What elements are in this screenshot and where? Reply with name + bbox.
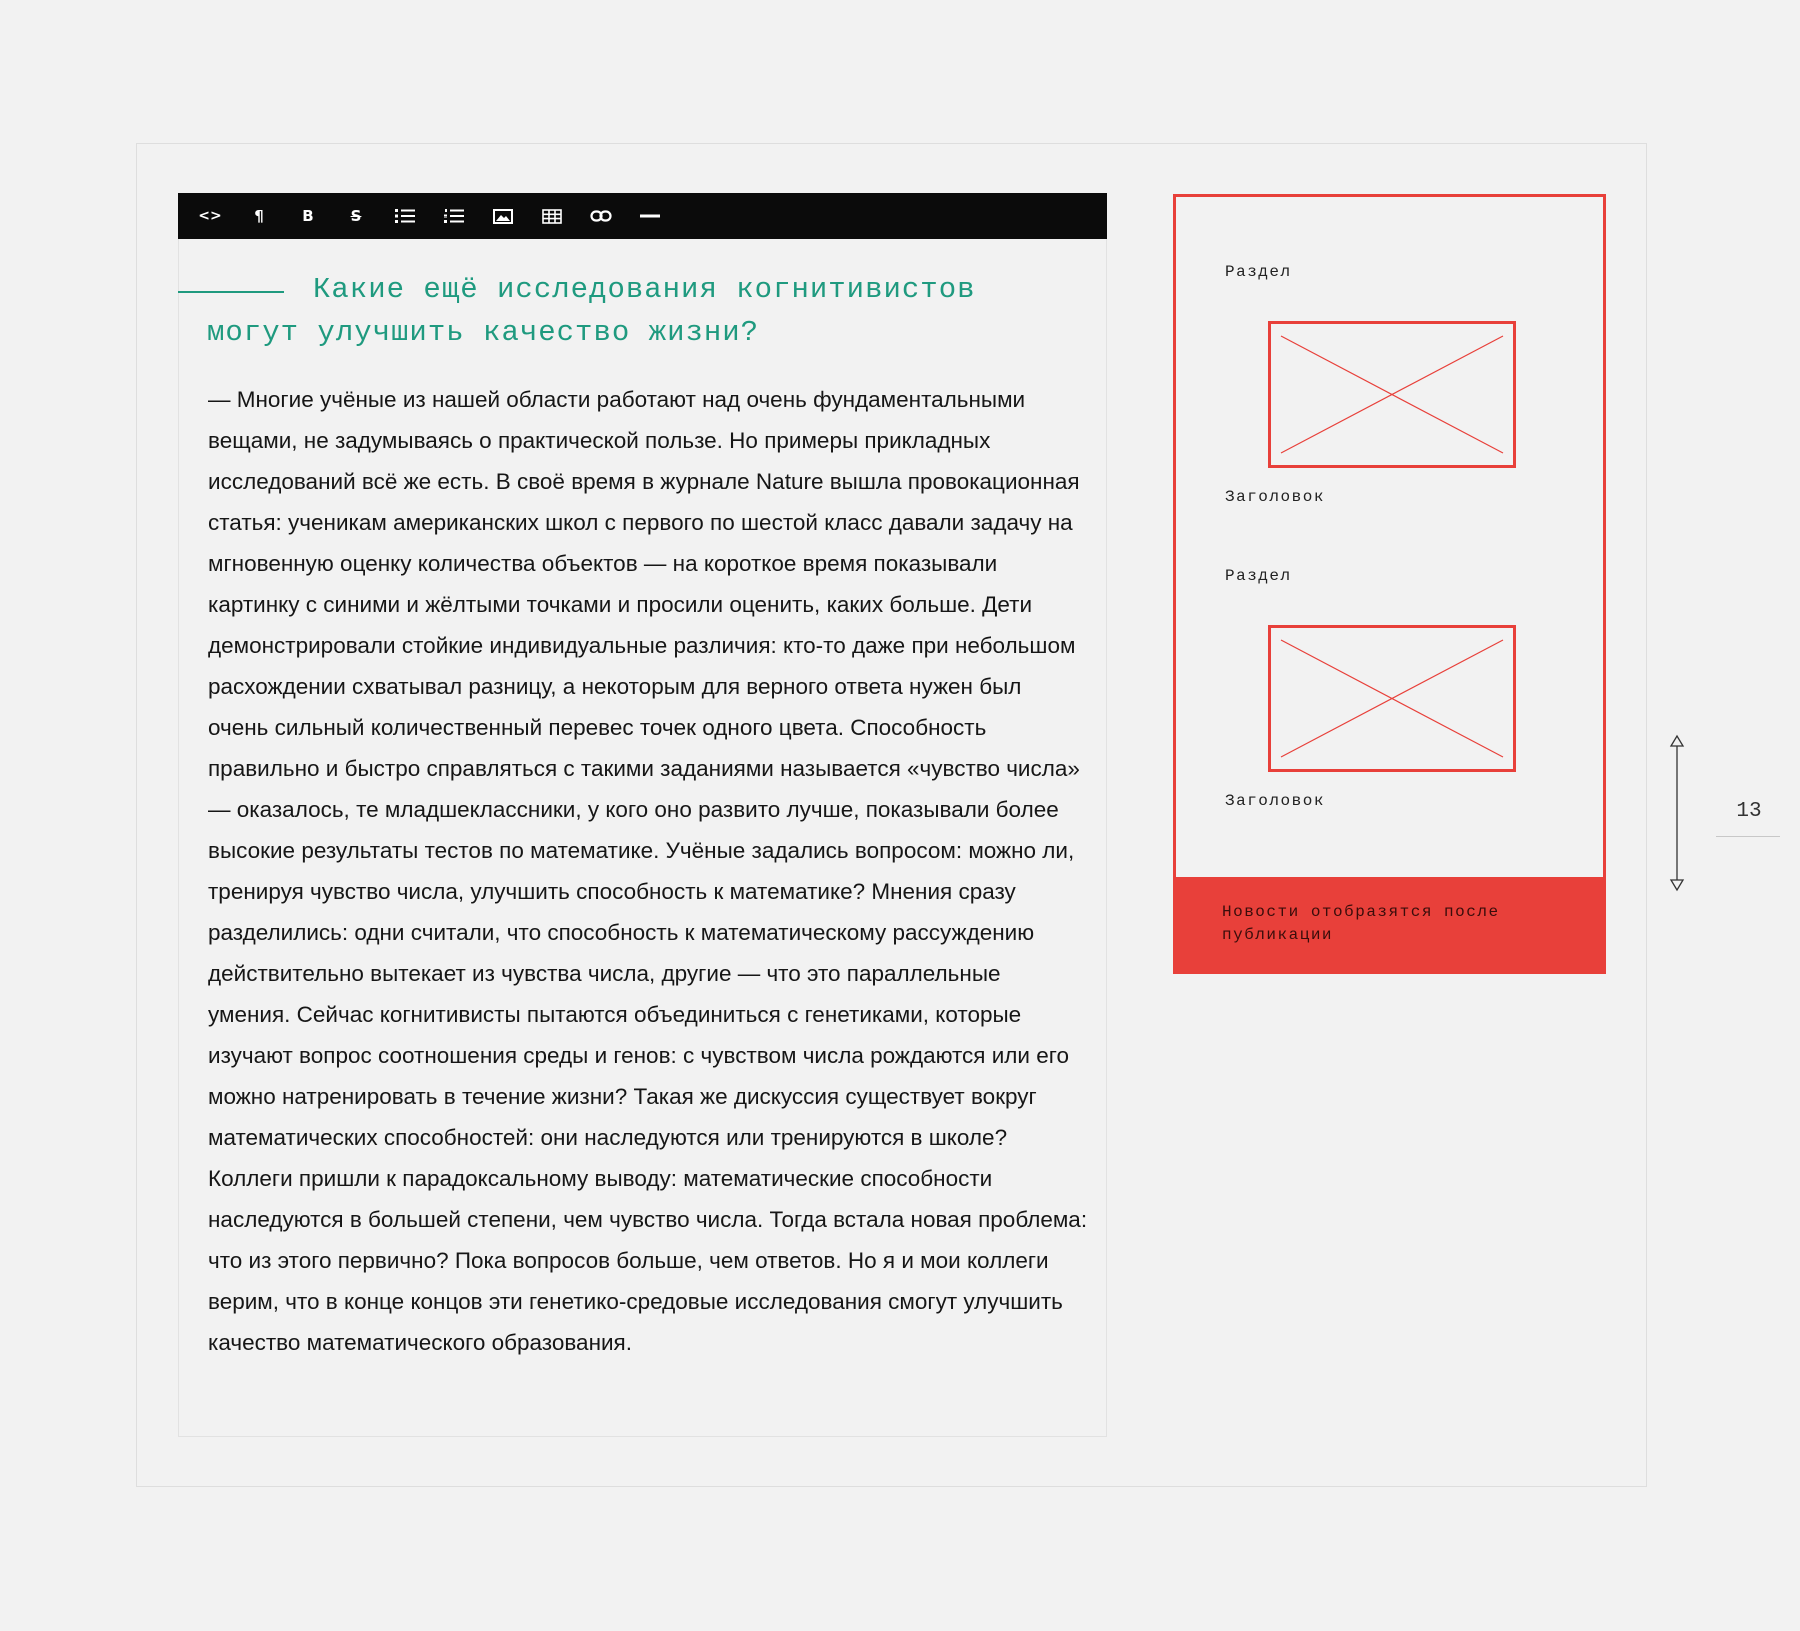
bulleted-list-icon[interactable] [385,193,425,239]
numbered-list-icon[interactable] [434,193,474,239]
table-icon[interactable] [532,193,572,239]
code-icon[interactable]: <> [198,208,222,224]
editor-toolbar [178,193,1107,239]
link-icon[interactable] [581,193,621,239]
paragraph-icon[interactable]: ¶ [254,207,264,225]
news-widget [1173,194,1606,974]
dimension-arrow-icon [1666,733,1688,893]
image-placeholder [1268,625,1516,772]
section-label: Раздел [1225,263,1292,281]
dimension-underline [1716,836,1780,837]
horizontal-rule-icon[interactable] [630,193,670,239]
image-icon[interactable] [483,193,523,239]
publish-notice [1173,877,1606,974]
article-heading[interactable]: Какие ещё исследования когнитивистов могут улучшить качество жизни? [207,273,976,349]
image-placeholder [1268,321,1516,468]
dimension-value: 13 [1736,800,1762,823]
news-title-label: Заголовок [1225,488,1325,506]
news-title-label: Заголовок [1225,792,1325,810]
article-editor[interactable] [178,193,1107,1437]
article-body[interactable]: — Многие учёные из нашей области работают над очень фундаментальными вещами, не задумываясь о практической пользе. Но примеры прикладных исследований всё же есть. В своё время в журнале Nature вышла провокационная статья: ученикам американских школ с первого по шестой класс давали задачу на мгновенную оценку количества объектов — на короткое время показывали картинку с синими и жёлтыми точками и просили оценить, каких больше. Дети демонстрировали стойкие индивидуальные различия: кто-то даже при небольшом расхождении схватывал разницу, а некоторым для верного ответа нужен был очень сильный количественный перевес точек одного цвета. Способность правильно и быстро справляться с такими заданиями называется «чувство числа» — оказалось, те младшеклассники, у кого оно развито лучше, показывали более высокие результаты тестов по математике. Учёные задались вопросом: можно ли, тренируя чувство числа, улучшить способность к математике? Мнения сразу разделились: одни считали, что способность к математическому рассуждению действительно вытекает из чувства числа, другие — что это параллельные умения. Сейчас когнитивисты пытаются объединиться с генетиками, которые изучают вопрос соотношения среды и генов: с чувством числа рождаются или его можно натренировать в течение жизни? Такая же дискуссия существует вокруг математических способностей: они наследуются или тренируются в школе? Коллеги пришли к парадоксальному выводу: математические способности наследуются в большей степени, чем чувство числа. Тогда встала новая проблема: что из этого первично? Пока вопросов больше, чем ответов. Но я и мои коллеги верим, что в конце концов эти генетико-средовые исследования смогут улучшить качество математического образования. [208,387,1088,1355]
bold-icon[interactable]: B [302,207,314,225]
strikethrough-icon[interactable]: S [350,207,362,225]
publish-notice-text: Новости отобразятся после публикации [1222,903,1500,944]
section-label: Раздел [1225,567,1292,585]
